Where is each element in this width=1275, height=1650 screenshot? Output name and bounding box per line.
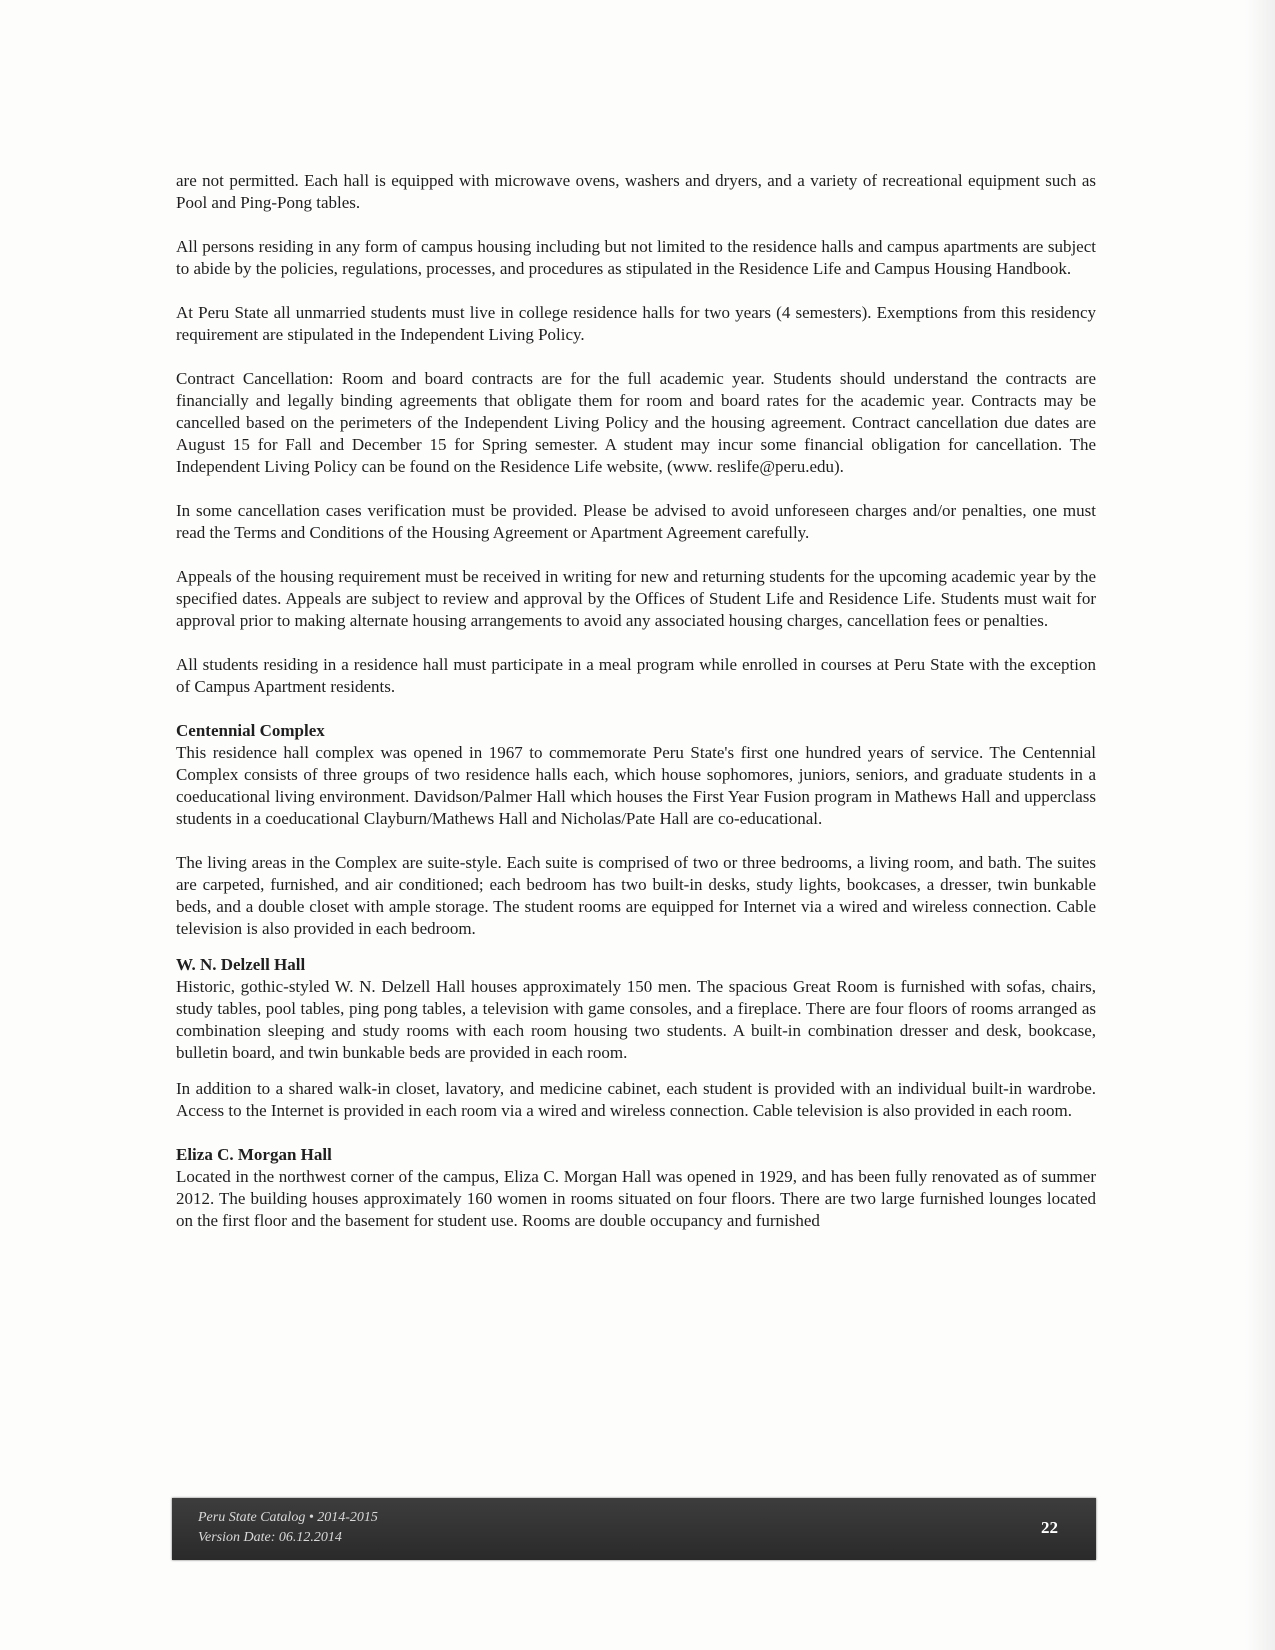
paragraph: Contract Cancellation: Room and board contracts are for the full academic year. Students should understand the contracts are financially and legally binding agreements that obligate them for room and board rates for the academic year. Contracts may be cancelled based on the perimeters of the Independent Living Policy and the housing agreement. Contract cancellation due dates are August 15 for Fall and December 15 for Spring semester. A student may incur some financial obligation for cancellation. The Independent Living Policy can be found on the Residence Life website, (www. reslife@peru.edu). (176, 369, 1096, 476)
paragraph: This residence hall complex was opened in 1967 to commemorate Peru State's first one hundred years of service. The Centennial Complex consists of three groups of two residence halls each, which house sophomores, juniors, seniors, and graduate students in a coeducational living environment. Davidson/Palmer Hall which houses the First Year Fusion program in Mathews Hall and upperclass students in a coeducational Clayburn/Mathews Hall and Nicholas/Pate Hall are co-educational. (176, 743, 1096, 828)
section-heading-morgan: Eliza C. Morgan Hall (176, 1145, 332, 1164)
section-heading-delzell: W. N. Delzell Hall (176, 955, 306, 974)
paragraph: At Peru State all unmarried students must live in college residence halls for two years (4 semesters). Exemptions from this residency requirement are stipulated in the Independent Living Policy. (176, 303, 1096, 344)
page-body (176, 170, 1096, 1254)
footer-version-date: Version Date: 06.12.2014 (198, 1530, 342, 1545)
paragraph: Located in the northwest corner of the campus, Eliza C. Morgan Hall was opened in 1929, and has been fully renovated as of summer 2012. The building houses approximately 160 women in rooms situated on four floors. There are two large furnished lounges located on the first floor and the basement for student use. Rooms are double occupancy and furnished (176, 1167, 1096, 1230)
paragraph: In addition to a shared walk-in closet, lavatory, and medicine cabinet, each student is provided with an individual built-in wardrobe. Access to the Internet is provided in each room via a wired and wireless connection. Cable television is also provided in each room. (176, 1079, 1096, 1120)
paragraph: are not permitted. Each hall is equipped with microwave ovens, washers and dryers, and a variety of recreational equipment such as Pool and Ping-Pong tables. (176, 171, 1096, 212)
paragraph: All persons residing in any form of campus housing including but not limited to the residence halls and campus apartments are subject to abide by the policies, regulations, processes, and procedures as stipulated in the Residence Life and Campus Housing Handbook. (176, 237, 1096, 278)
scan-edge-shadow (1245, 0, 1275, 1650)
paragraph: All students residing in a residence hall must participate in a meal program while enrolled in courses at Peru State with the exception of Campus Apartment residents. (176, 655, 1096, 696)
page-number: 22 (1041, 1518, 1058, 1537)
footer-catalog-title: Peru State Catalog • 2014-2015 (198, 1510, 378, 1525)
paragraph: In some cancellation cases verification must be provided. Please be advised to avoid unforeseen charges and/or penalties, one must read the Terms and Conditions of the Housing Agreement or Apartment Agreement carefully. (176, 501, 1096, 542)
paragraph: The living areas in the Complex are suite-style. Each suite is comprised of two or three bedrooms, a living room, and bath. The suites are carpeted, furnished, and air conditioned; each bedroom has two built-in desks, study lights, bookcases, a dresser, twin bunkable beds, and a double closet with ample storage. The student rooms are equipped for Internet via a wired and wireless connection. Cable television is also provided in each bedroom. (176, 853, 1096, 938)
section-heading-centennial: Centennial Complex (176, 721, 325, 740)
page-footer (172, 1498, 1096, 1560)
paragraph: Historic, gothic-styled W. N. Delzell Hall houses approximately 150 men. The spacious Great Room is furnished with sofas, chairs, study tables, pool tables, ping pong tables, a television with game consoles, and a fireplace. There are four floors of rooms arranged as combination sleeping and study rooms with each room housing two students. A built-in combination dresser and desk, bookcase, bulletin board, and twin bunkable beds are provided in each room. (176, 977, 1096, 1062)
paragraph: Appeals of the housing requirement must be received in writing for new and returning students for the upcoming academic year by the specified dates. Appeals are subject to review and approval by the Offices of Student Life and Residence Life. Students must wait for approval prior to making alternate housing arrangements to avoid any associated housing charges, cancellation fees or penalties. (176, 567, 1096, 630)
